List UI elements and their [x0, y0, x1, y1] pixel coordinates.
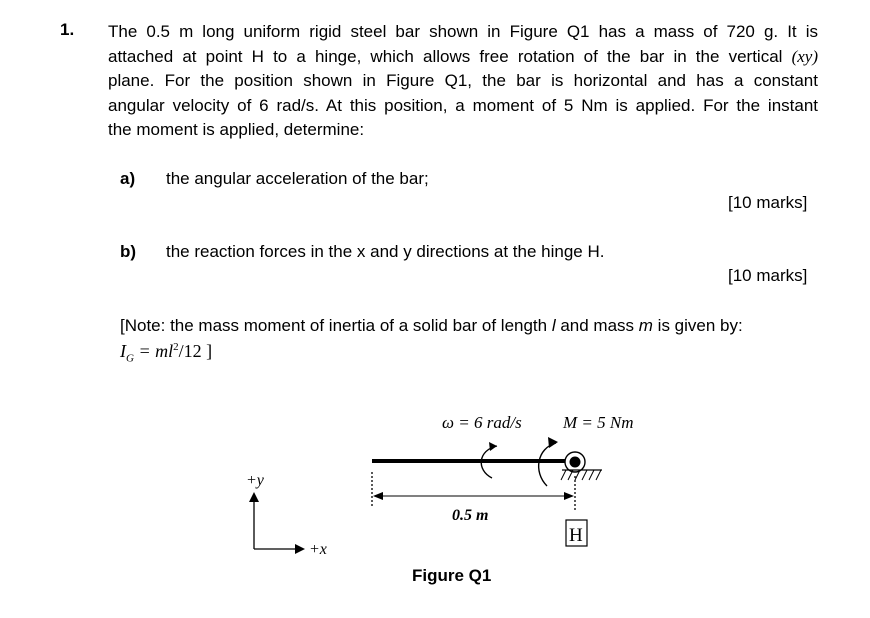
plane-label: (xy) — [791, 46, 818, 66]
dimension-arrow-right — [564, 492, 574, 500]
part-a-marks: [10 marks] — [728, 193, 808, 212]
y-axis-arrow — [249, 492, 259, 502]
length-label: 0.5 m — [452, 507, 489, 524]
moment-arrow — [539, 443, 556, 486]
question-number: 1. — [60, 20, 75, 39]
omega-label: ω = 6 rad/s — [442, 413, 522, 432]
omega-arrow-head — [489, 442, 497, 451]
moment-label: M = 5 Nm — [563, 413, 634, 432]
y-axis-label: +y — [246, 472, 264, 489]
part-b-text: the reaction forces in the x and y directions at the hinge H. — [166, 242, 605, 261]
question-line-2: attached at point H to a hinge, which allows free rotation of the bar in the vertical (xy) — [108, 46, 818, 66]
dimension-arrow-left — [373, 492, 383, 500]
x-axis-arrow — [295, 544, 305, 554]
hinge-label: H — [569, 525, 583, 546]
inertia-formula: $I_G = ml^2/12$ ] — [120, 341, 213, 365]
note-text: [Note: the mass moment of inertia of a solid bar of length l and mass m is given by: — [120, 316, 743, 335]
x-axis-label: +x — [309, 541, 327, 558]
moment-arrow-head — [548, 437, 558, 448]
hinge — [561, 452, 602, 480]
part-b-marks: [10 marks] — [728, 266, 808, 285]
part-a-text: the angular acceleration of the bar; — [166, 169, 429, 188]
figure-caption: Figure Q1 — [412, 566, 492, 585]
question-line-3: plane. For the position shown in Figure Q1, the bar is horizontal and has a constant — [108, 71, 818, 90]
question-line-1: The 0.5 m long uniform rigid steel bar shown in Figure Q1 has a mass of 720 g. It is — [108, 22, 818, 41]
part-b-label: b) — [120, 242, 137, 261]
question-line-4: angular velocity of 6 rad/s. At this position, a moment of 5 Nm is applied. For the instant — [108, 95, 818, 115]
part-a-label: a) — [120, 169, 136, 188]
question-line-5: the moment is applied, determine: — [108, 120, 365, 139]
